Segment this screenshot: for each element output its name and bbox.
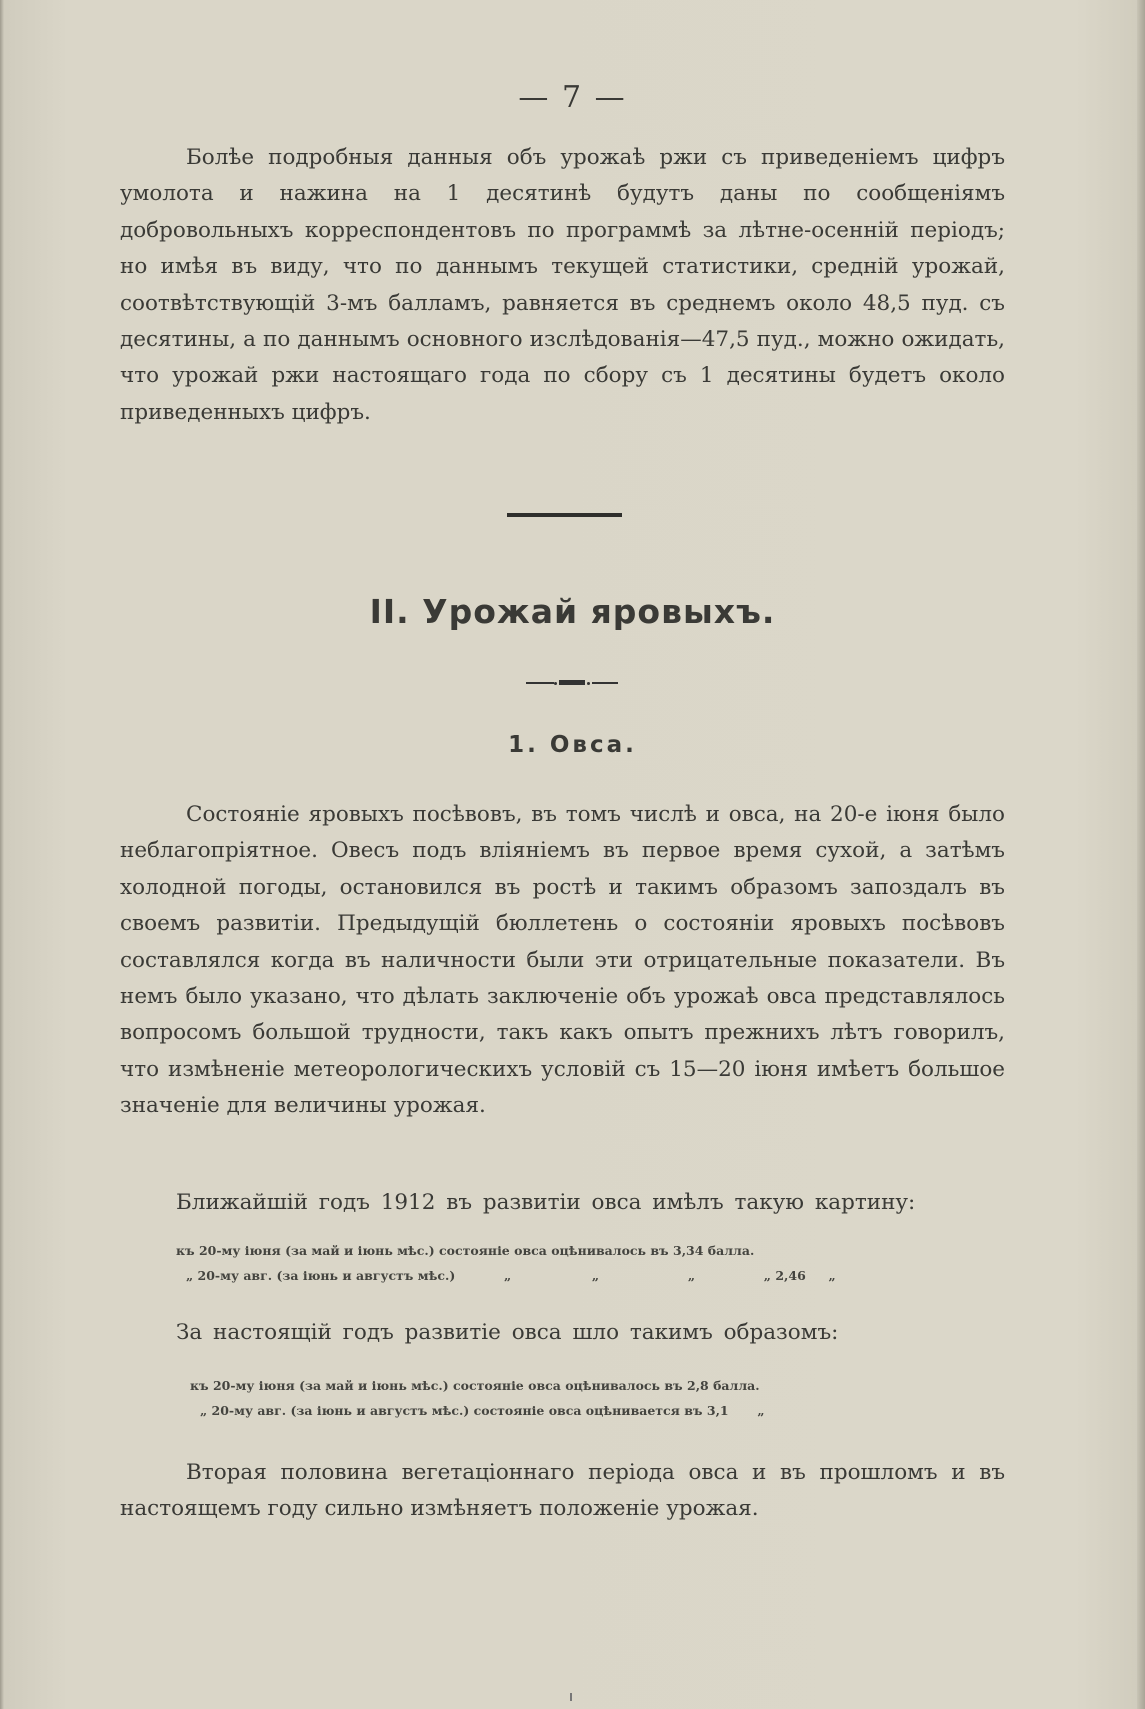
ditto-mark: „ <box>828 1268 836 1283</box>
paragraph-oats-condition: Состояніе яровыхъ посѣвовъ, въ томъ числѣ и овса, на 20-е іюня было неблагопріятное. Овесъ подъ вліяніемъ въ первое время сухой, а затѣмъ холодной погоды, остановился въ ростѣ и такимъ образомъ запоздалъ въ своемъ развитіи. Предыдущій бюллетень о состояніи яровыхъ посѣвовъ составлялся когда въ наличности были эти отрицательные показатели. Въ немъ было указано, что дѣлать заключеніе объ урожаѣ овса представлялось вопросомъ большой трудности, такъ какъ опытъ прежнихъ лѣтъ говорилъ, что измѣненіе метеорологическихъ условій съ 15—20 іюня имѣетъ большое значеніе для величины урожая. <box>120 802 1005 1119</box>
ditto-mark: „ <box>757 1403 765 1418</box>
row-value: 2,46 <box>775 1268 806 1283</box>
row-current-august <box>200 1403 765 1418</box>
subsection-title: 1. Овса. <box>508 732 637 758</box>
page-number: — 7 — <box>518 80 627 115</box>
page-mark <box>570 1693 572 1701</box>
row-prefix: „ 20-му авг. (за іюнь и августъ мѣс.) <box>186 1268 456 1283</box>
ditto-mark: „ <box>687 1268 696 1283</box>
row-1912-august <box>186 1268 836 1283</box>
page-right-edge <box>1137 0 1145 1709</box>
ditto-mark: „ <box>591 1268 600 1283</box>
paragraph-final: Вторая половина вегетаціоннаго періода овса и въ прошломъ и въ настоящемъ году сильно измѣняетъ положеніе урожая. <box>120 1460 1005 1522</box>
row-1912-june: къ 20-му іюня (за май и іюнь мѣс.) состояніе овса оцѣнивалось въ 3,34 балла. <box>176 1243 755 1258</box>
row-current-june: къ 20-му іюня (за май и іюнь мѣс.) состояніе овса оцѣнивалось въ 2,8 балла. <box>190 1378 760 1393</box>
row-text: „ 20-му авг. (за іюнь и августъ мѣс.) состояніе овса оцѣнивается въ 3,1 <box>200 1403 729 1418</box>
section-title: II. Урожай яровыхъ. <box>369 592 776 631</box>
lead-1912: Ближайшій годъ 1912 въ развитіи овса имѣлъ такую картину: <box>176 1190 916 1215</box>
ditto-mark: „ <box>504 1268 512 1283</box>
ornament-divider <box>526 679 618 687</box>
ditto-mark: „ <box>763 1268 771 1283</box>
page-left-edge <box>0 0 4 1709</box>
paragraph-rye-harvest: Болѣе подробныя данныя объ урожаѣ ржи съ приведеніемъ цифръ умолота и нажина на 1 десятинѣ будутъ даны по сообщеніямъ добровольныхъ корреспондентовъ по программѣ за лѣтне-осенній періодъ; но имѣя въ виду, что по даннымъ текущей статистики, средній урожай, соотвѣтствующій 3-мъ балламъ, равняется въ среднемъ около 48,5 пуд. съ десятины, а по даннымъ основного изслѣдованія—47,5 пуд., можно ожидать, что урожай ржи настоящаго года по сбору съ 1 десятины будетъ около приведенныхъ цифръ. <box>120 145 1005 425</box>
lead-current-year: За настоящій годъ развитіе овса шло такимъ образомъ: <box>176 1320 839 1345</box>
section-divider <box>507 513 622 517</box>
